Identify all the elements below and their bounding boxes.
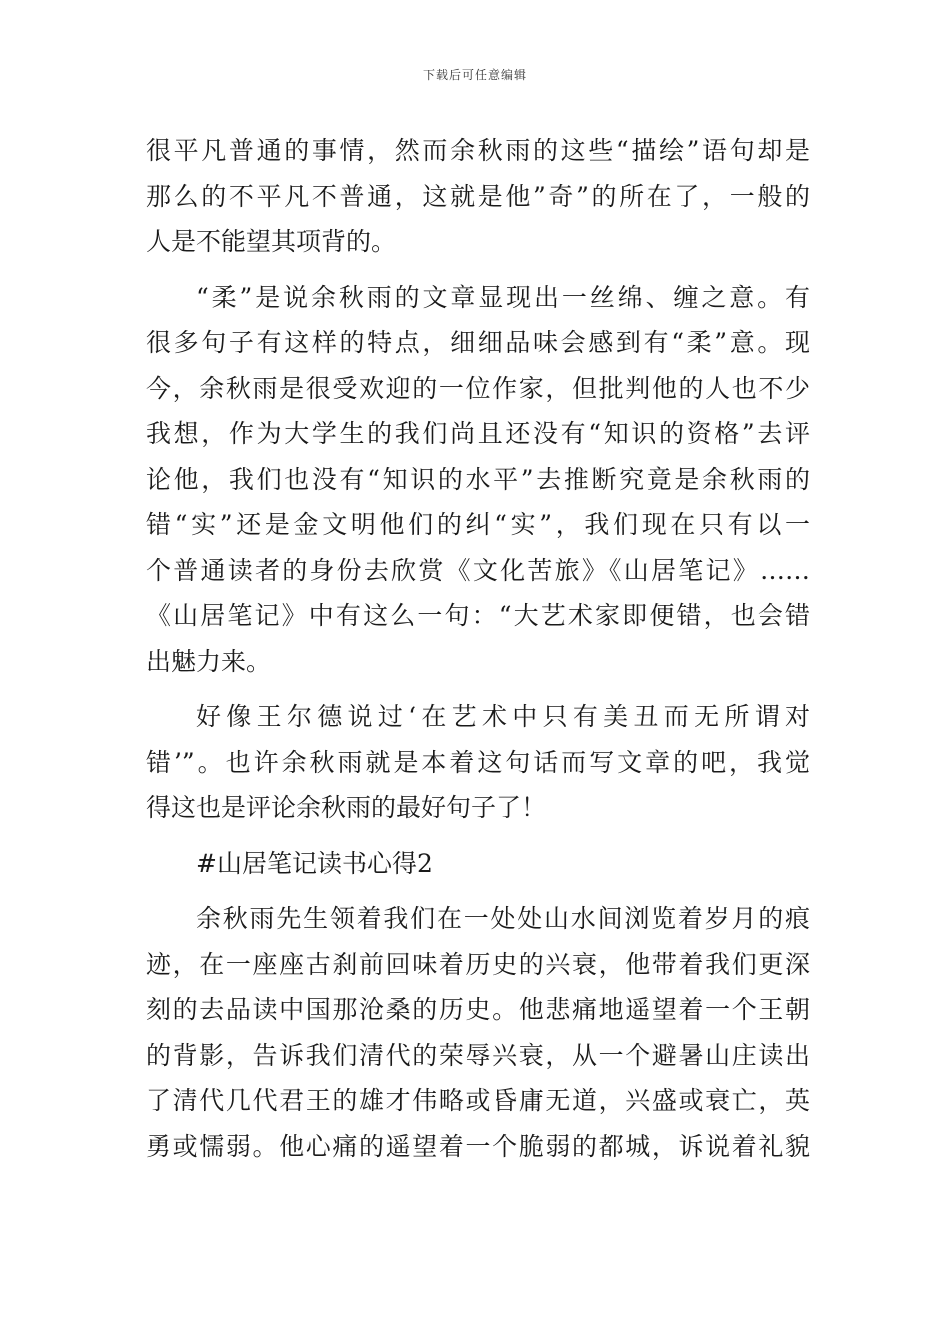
document-body (146, 128, 810, 1169)
paragraph (146, 128, 810, 265)
text-line: 错’”。也许余秋雨就是本着这句话而写文章的吧，我觉 (146, 747, 810, 777)
header-note: 下载后可任意编辑 (422, 68, 527, 82)
text-line: 论他，我们也没有“知识的水平”去推断究竟是余秋雨的 (146, 464, 810, 494)
text-line: 人是不能望其项背的。 (146, 227, 397, 256)
text-line: 错“实”还是金文明他们的纠“实”，我们现在只有以一 (146, 510, 810, 539)
paragraph (146, 275, 810, 685)
text-line: 迹，在一座座古刹前回味着历史的兴衰，他带着我们更深 (146, 949, 810, 979)
text-line: 勇或懦弱。他心痛的遥望着一个脆弱的都城，诉说着礼貌 (146, 1131, 810, 1161)
section-heading: #山居笔记读书心得2 (196, 848, 433, 878)
text-line: 的背影，告诉我们清代的荣辱兴衰，从一个避暑山庄读出 (146, 1040, 810, 1070)
text-line: 得这也是评论余秋雨的最好句子了！ (146, 793, 547, 822)
text-line: 余秋雨先生领着我们在一处处山水间浏览着岁月的痕 (196, 904, 810, 933)
text-line: 我想，作为大学生的我们尚且还没有“知识的资格”去评 (146, 419, 810, 448)
text-line: “柔”是说余秋雨的文章显现出一丝绵、缠之意。有 (196, 282, 810, 312)
text-line: 那么的不平凡不普通，这就是他”奇”的所在了，一般的 (146, 181, 810, 211)
text-line: 个普通读者的身份去欣赏《文化苦旅》《山居笔记》…… (146, 555, 810, 585)
text-line: 出魅力来。 (146, 646, 272, 676)
text-line: 好像王尔德说过‘在艺术中只有美丑而无所谓对 (196, 702, 810, 731)
text-line: 很平凡普通的事情，然而余秋雨的这些“描绘”语句却是 (146, 136, 810, 165)
text-line: 很多句子有这样的特点，细细品味会感到有“柔”意。现 (146, 328, 810, 357)
text-line: 刻的去品读中国那沧桑的历史。他悲痛地遥望着一个王朝 (146, 995, 810, 1024)
paragraph (146, 896, 810, 1169)
text-line: 了清代几代君王的雄才伟略或昏庸无道，兴盛或衰亡，英 (146, 1086, 810, 1115)
paragraph (146, 694, 810, 831)
text-line: 《山居笔记》中有这么一句：“大艺术家即便错，也会错 (146, 601, 810, 630)
text-line: 今，余秋雨是很受欢迎的一位作家，但批判他的人也不少 (146, 373, 810, 403)
